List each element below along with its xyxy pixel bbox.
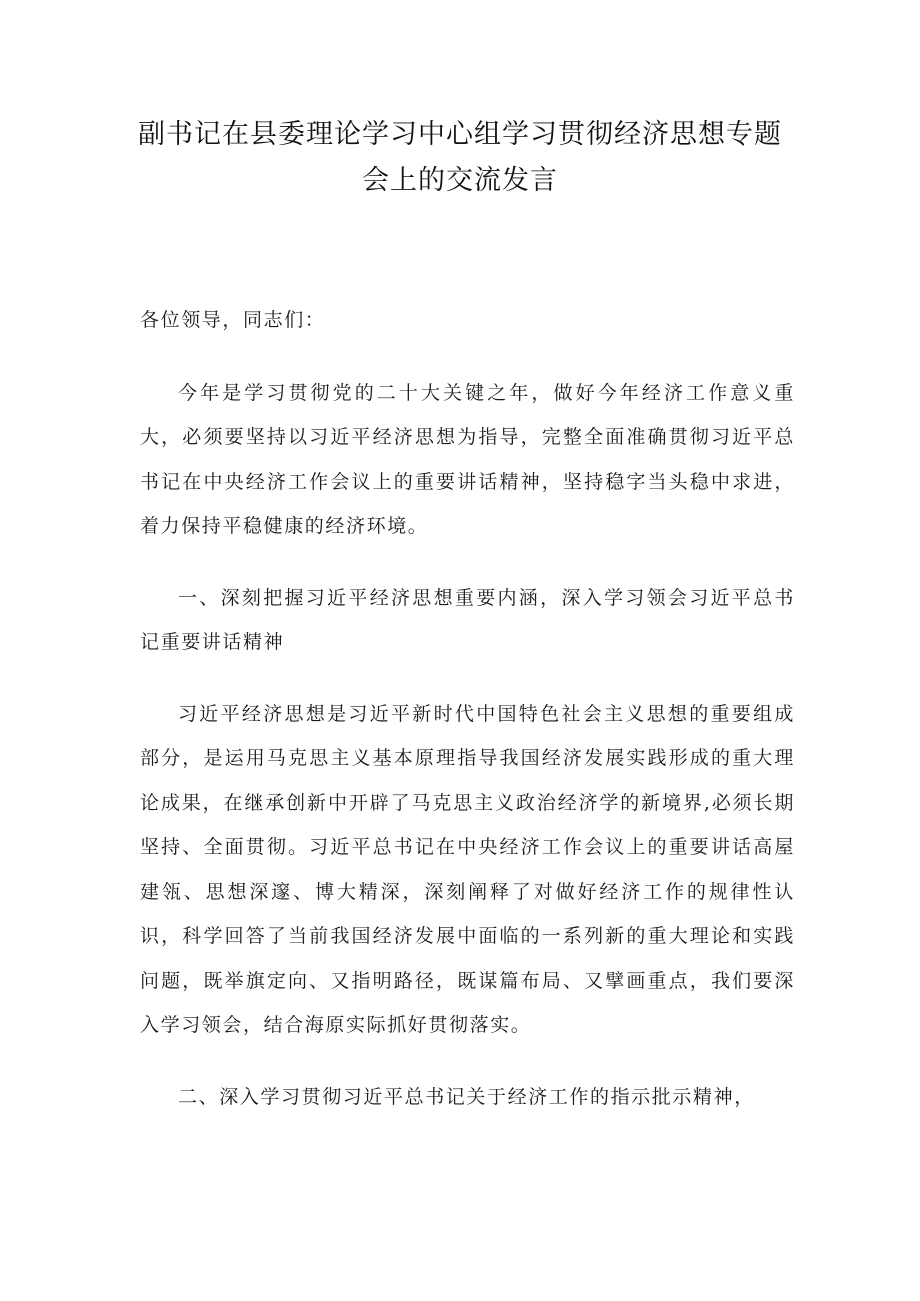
section-heading-1: 一、深刻把握习近平经济思想重要内涵，深入学习领会习近平总书记重要讲话精神: [140, 586, 795, 653]
paragraph-intro: 今年是学习贯彻党的二十大关键之年，做好今年经济工作意义重大，必须要坚持以习近平经济思想为指导，完整全面准确贯彻习近平总书记在中央经济工作会议上的重要讲话精神，坚持稳字当头稳中求进，着力保持平稳健康的经济环境。: [140, 381, 795, 537]
title-line-2: 会上的交流发言: [362, 165, 558, 196]
paragraph-section-1: 习近平经济思想是习近平新时代中国特色社会主义思想的重要组成部分，是运用马克思主义基本原理指导我国经济发展实践形成的重大理论成果，在继承创新中开辟了马克思主义政治经济学的新境界,必须长期坚持、全面贯彻。习近平总书记在中央经济工作会议上的重要讲话高屋建瓴、思想深邃、博大精深，深刻阐释了对做好经济工作的规律性认识，科学回答了当前我国经济发展中面临的一系列新的重大理论和实践问题，既举旗定向、又指明路径，既谋篇布局、又擘画重点，我们要深入学习领会，结合海原实际抓好贯彻落实。: [140, 702, 795, 1036]
document-body: [140, 298, 795, 1119]
document-title: [120, 112, 800, 204]
section-heading-2: 二、深入学习贯彻习近平总书记关于经济工作的指示批示精神，: [178, 1085, 755, 1108]
salutation: 各位领导，同志们：: [140, 309, 326, 331]
title-line-1: 副书记在县委理论学习中心组学习贯彻经济思想专题: [138, 119, 782, 150]
